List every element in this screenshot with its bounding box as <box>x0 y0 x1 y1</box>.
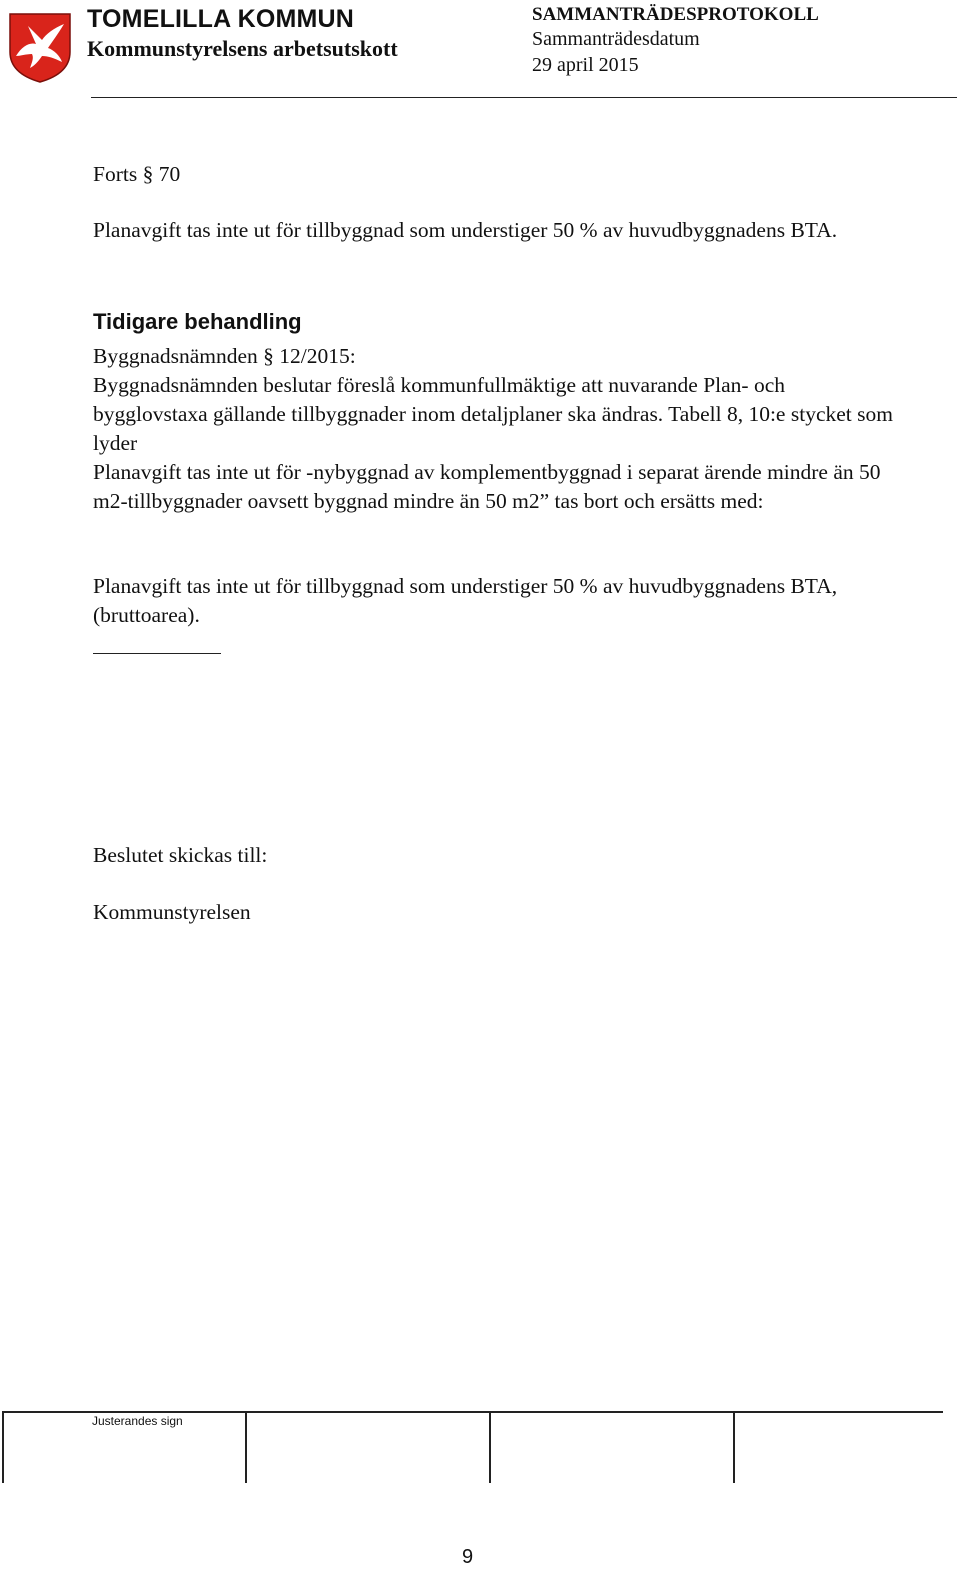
short-divider <box>93 653 221 654</box>
section-reference: Forts § 70 <box>93 162 181 186</box>
meeting-date: 29 april 2015 <box>532 54 639 76</box>
section-heading: Tidigare behandling <box>93 309 302 334</box>
coat-of-arms-logo <box>8 12 72 84</box>
date-label: Sammanträdesdatum <box>532 28 700 50</box>
header-divider <box>91 97 957 98</box>
page-number: 9 <box>462 1546 474 1568</box>
signature-cell <box>489 1413 491 1483</box>
document-type: SAMMANTRÄDESPROTOKOLL <box>532 4 819 25</box>
paragraph-2-quote: Planavgift tas inte ut för -nybyggnad av komplementbyggnad i separat ärende mindre än 50 m2-tillbyggnader oavsett byggnad mindre än 50 m2” tas bort och ersätts med: <box>93 460 881 513</box>
signature-cell <box>733 1413 735 1483</box>
organization-subtitle: Kommunstyrelsens arbetsutskott <box>87 36 398 61</box>
signature-cell <box>245 1413 247 1483</box>
sent-to-label: Beslutet skickas till: <box>93 843 268 867</box>
paragraph-3: Planavgift tas inte ut för tillbyggnad som understiger 50 % av huvudbyggnadens BTA, (bruttoarea). <box>93 574 838 627</box>
paragraph-2-body: Byggnadsnämnden beslutar föreslå kommunfullmäktige att nuvarande Plan- och bygglovstaxa gällande tillbyggnader inom detaljplaner ska ändras. Tabell 8, 10:e stycket som lyder <box>93 373 893 455</box>
paragraph-1: Planavgift tas inte ut för tillbyggnad som understiger 50 % av huvudbyggnadens BTA. <box>93 218 838 242</box>
organization-name: TOMELILLA KOMMUN <box>87 5 355 33</box>
signature-cell <box>2 1413 4 1483</box>
signature-label: Justerandes sign <box>92 1414 183 1428</box>
paragraph-2 <box>93 342 893 516</box>
recipient: Kommunstyrelsen <box>93 900 251 924</box>
paragraph-2-reference: Byggnadsnämnden § 12/2015: <box>93 344 356 368</box>
